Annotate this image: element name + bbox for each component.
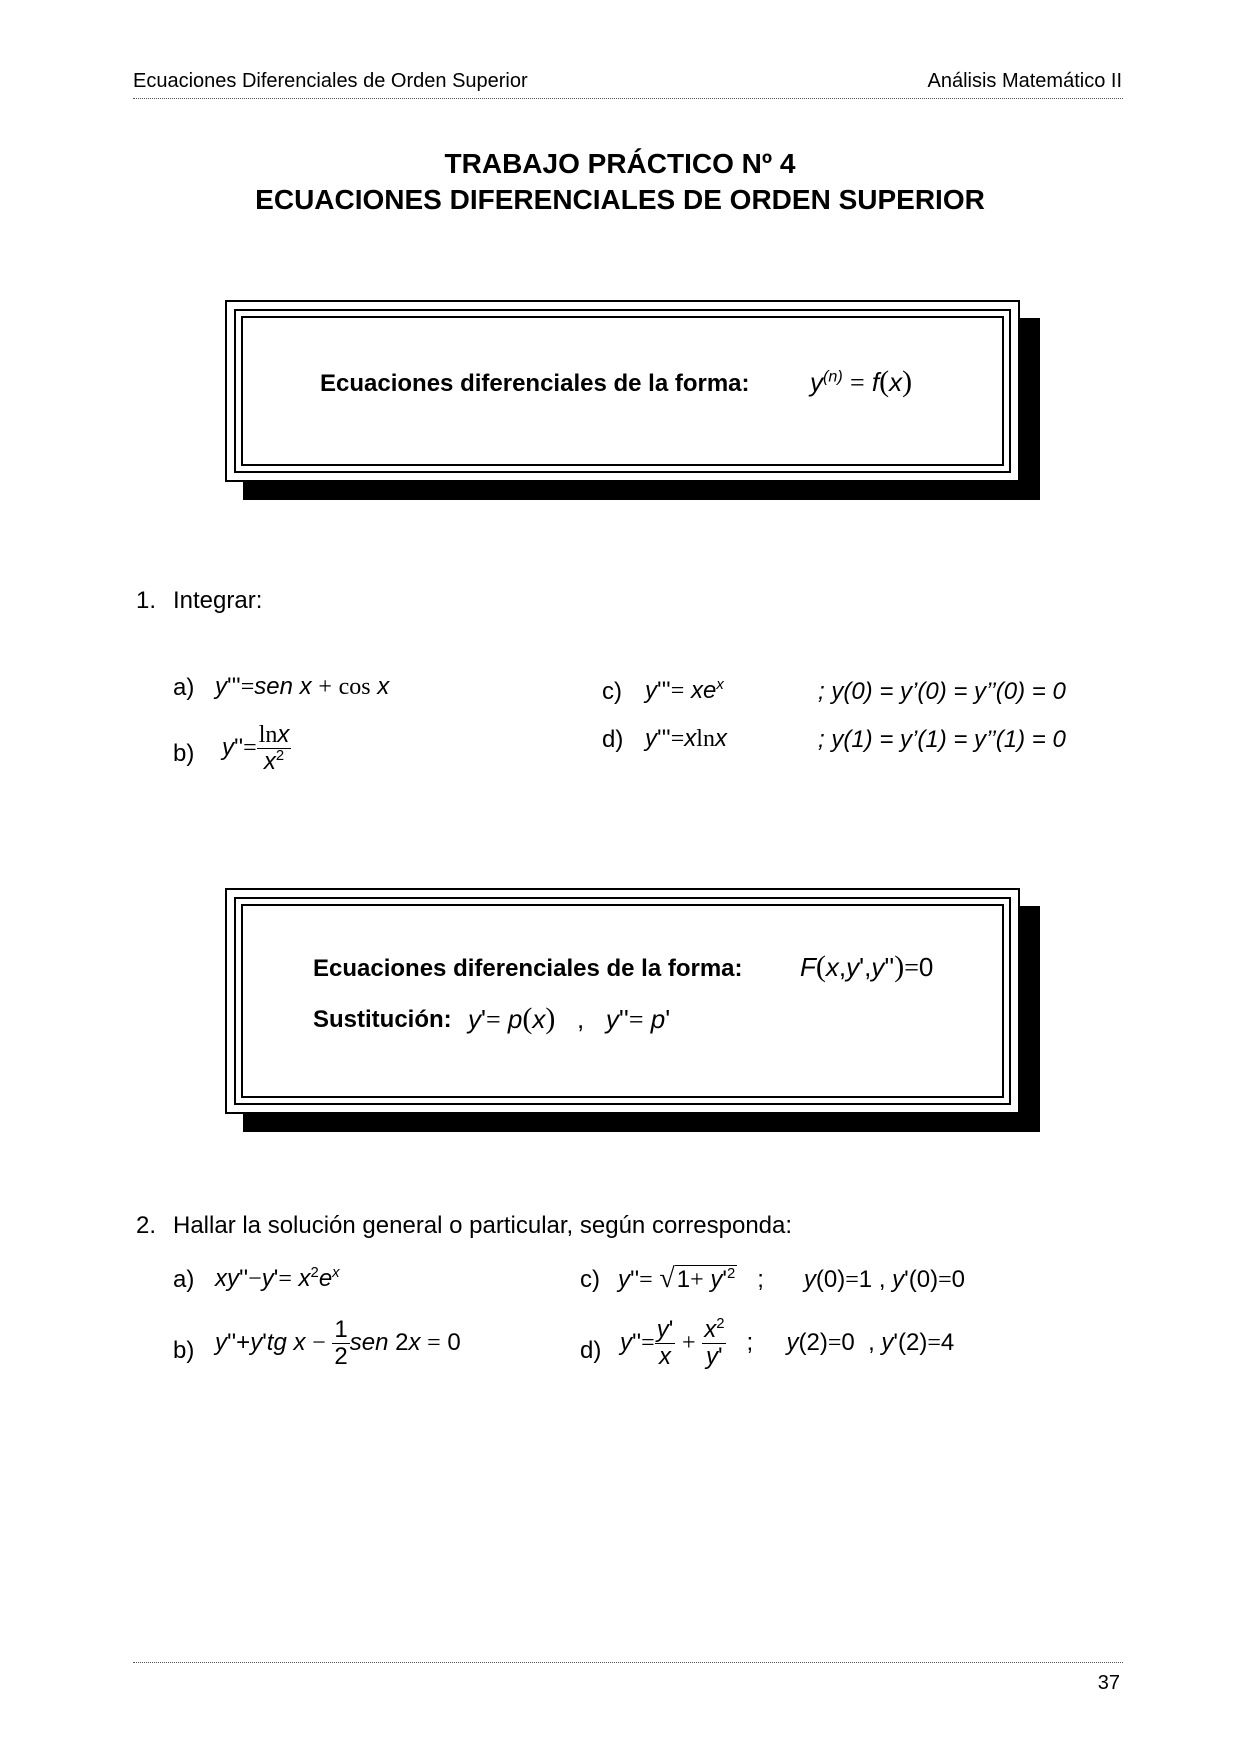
- box-2-label: Ecuaciones diferenciales de la forma:: [313, 955, 743, 982]
- item-2a-label: a): [173, 1266, 195, 1293]
- header-right: Análisis Matemático II: [927, 70, 1122, 92]
- item-1c-label: c): [602, 678, 622, 705]
- item-2d-equation: y''= $\frac{y'}{x}$ + $\frac{x^2}{y'}$ ; y(2)=0 , y'(2)=4: [620, 1316, 955, 1371]
- footer-rule: [133, 1662, 1123, 1663]
- item-2b-label: b): [173, 1337, 195, 1364]
- item-1c-conditions: ; y(0) = y’(0) = y’’(0) = 0: [818, 678, 1066, 705]
- box-2-formula: F(x,y',y'')=0: [800, 950, 934, 983]
- item-1b-equation: y''= $\frac{\ln x}{x^2}$: [222, 721, 290, 776]
- item-1a-equation: y'''=sen x + cos x: [215, 673, 390, 700]
- item-2d-label: d): [580, 1337, 602, 1364]
- title-line-1: TRABAJO PRÁCTICO Nº 4: [444, 148, 796, 179]
- item-2c-equation: $y''= √1+ y'^2$ ; y(0)=1 , y'(0)=0: [618, 1263, 965, 1294]
- page-number: 37: [1097, 1672, 1120, 1694]
- section-2-heading: Hallar la solución general o particular, según corresponda:: [173, 1212, 793, 1239]
- section-1-number: 1.: [136, 587, 157, 614]
- item-1d-equation: y'''=xlnx: [645, 725, 727, 752]
- box-2-substitution-formula: y'= p(x) , y''= p': [468, 1002, 671, 1035]
- item-1c-equation: $y'''= xe^x$: [645, 677, 724, 704]
- item-2a-equation: $xy''-y'= x^2e^x$: [215, 1265, 340, 1292]
- item-2b-equation: y''+y'tg x − $\frac{1}{2}$ sen 2x = 0: [215, 1316, 461, 1371]
- item-1b-label: b): [173, 740, 195, 767]
- title-line-2: ECUACIONES DIFERENCIALES DE ORDEN SUPERIOR: [255, 184, 985, 215]
- item-1d-conditions: ; y(1) = y’(1) = y’’(1) = 0: [818, 726, 1066, 753]
- box-2-substitution-label: Sustitución:: [313, 1006, 452, 1033]
- header-rule: [133, 98, 1123, 99]
- section-2-number: 2.: [136, 1212, 157, 1239]
- section-1-heading: Integrar:: [173, 587, 263, 614]
- box-1-label: Ecuaciones diferenciales de la forma:: [320, 370, 750, 397]
- item-1a-label: a): [173, 674, 195, 701]
- item-2c-label: c): [580, 1266, 600, 1293]
- header-left: Ecuaciones Diferenciales de Orden Superior: [133, 70, 528, 92]
- item-1d-label: d): [602, 726, 624, 753]
- box-1-formula: $y^{(n)} = f(x)$: [810, 365, 913, 398]
